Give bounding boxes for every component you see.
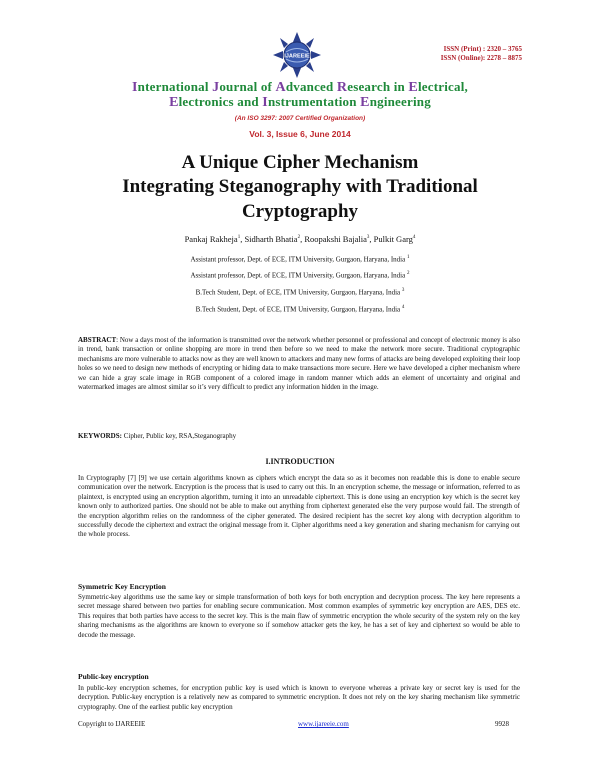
title-initial: E bbox=[169, 95, 179, 110]
title-initial: E bbox=[360, 95, 370, 110]
affiliation: B.Tech Student, Dept. of ECE, ITM University, Gurgaon, Haryana, India $^4$ bbox=[195, 305, 405, 314]
paper-title-line-2: Integrating Steganography with Traditional bbox=[122, 176, 478, 197]
iso-certification: (An ISO 3297: 2007 Certified Organization) bbox=[234, 115, 366, 122]
abstract bbox=[78, 336, 520, 392]
title-word: nstrumentation bbox=[267, 94, 361, 109]
abstract-label: ABSTRACT bbox=[78, 336, 117, 344]
author: Sidharth Bhatia$^2$ bbox=[244, 234, 301, 244]
title-initial: A bbox=[275, 80, 286, 95]
abstract-text: : Now a days most of the information is transmitted over the network whether personnel or professional and concept of electronic money is also in trend, bank transaction or online shopping are more in trend then before so we need to make the network more secure. Traditional cryptographic mechanisms are more vulnerable to attacks now as they are well known to attackers and many new forms of attacks are being developed exploiting their loop holes so we need to design new methods of encrypting or hiding data to make transactions more secure. Here we have developed a cipher mechanism where we can hide a gray scale image in RGB component of a colored image in random manner which adds an element of uncertainty and original and watermarked images are almost similar so it’s very difficult to predict any information hidden in the image. bbox=[78, 336, 520, 392]
author: Roopakshi Bajalia$^3$ bbox=[304, 234, 370, 244]
introduction-paragraph: In Cryptography [7] [9] we use certain algorithms known as ciphers which encrypt the data so as it becomes non readable this is done to enable secure communication over the network. Encryption is the process that is used to carry out this. In an encryption scheme, the message or information, referred to as plaintext, is encrypted using an encryption algorithm, turning it into an unreadable ciphertext. This is done using an encryption key which is the secret key known only to authorized parties. One should not be able to make out anything from ciphertext generated else the very purpose would fail. The strength of the encryption algorithm relies on the randomness of the cipher generated. The desired recipient has the secret key along with decryption algorithm to successfully decode the ciphertext and extract the original message from it. Cipher algorithms need a key generation and sharing mechanism for carrying out the whole process. bbox=[78, 474, 520, 539]
affiliation: Assistant professor, Dept. of ECE, ITM University, Gurgaon, Haryana, India $^1$ bbox=[190, 255, 410, 264]
issn-online: ISSN (Online): 2278 – 8875 bbox=[440, 54, 522, 62]
title-word: esearch in bbox=[347, 79, 409, 94]
public-key-paragraph: In public-key encryption schemes, for encryption public key is used which is known to everyone whereas a private key or secret key is used for the decryption. Public-key encryption is a relatively new as compared to symmetric encryption. It does not rely on the key sharing mechanism like symmetric cryptography. One of the earliest public key encryption bbox=[78, 684, 520, 711]
affiliation: Assistant professor, Dept. of ECE, ITM University, Gurgaon, Haryana, India $^2$ bbox=[190, 271, 410, 280]
title-initial: E bbox=[408, 80, 418, 95]
affiliation: B.Tech Student, Dept. of ECE, ITM University, Gurgaon, Haryana, India $^3$ bbox=[195, 288, 405, 297]
author: Pankaj Rakheja$^1$ bbox=[184, 234, 241, 244]
subsection-heading-symmetric: Symmetric Key Encryption bbox=[78, 582, 166, 591]
logo-text: IJAREEIE bbox=[284, 53, 310, 60]
title-word: lectrical, bbox=[417, 79, 468, 94]
volume-issue: Vol. 3, Issue 6, June 2014 bbox=[249, 129, 351, 139]
keywords-label: KEYWORDS: bbox=[78, 432, 122, 440]
journal-logo bbox=[270, 30, 324, 80]
keywords-text: Cipher, Public key, RSA,Steganography bbox=[121, 432, 237, 440]
journal-title-line-2 bbox=[0, 94, 600, 111]
symmetric-paragraph: Symmetric-key algorithms use the same key or simple transformation of both keys for both encryption and decryption process. The key here represents a secret message shared between two parties for enabling secure communication. Most common examples of symmetric key encryption are AES, DES etc. This requires that both parties have access to the secret key. This is the main flaw of symmetric encryption the whole security of the system rely on the key sharing mechanisms as the algorithms are known to everyone so if somehow attacker gets the key, he has a set of key and ciphertext so would be able to decode the message. bbox=[78, 593, 520, 639]
section-heading-introduction: I.INTRODUCTION bbox=[265, 457, 335, 466]
subsection-heading-public-key: Public-key encryption bbox=[78, 672, 149, 681]
title-word: ngineering bbox=[369, 94, 431, 109]
keywords bbox=[78, 432, 520, 441]
issn-print: ISSN (Print) : 2320 – 3765 bbox=[443, 45, 522, 53]
title-initial: J bbox=[212, 80, 220, 95]
footer-copyright: Copyright to IJAREEIE bbox=[78, 720, 146, 728]
title-word: lectronics and bbox=[178, 94, 263, 109]
title-word: dvanced bbox=[285, 79, 337, 94]
paper-title-line-1: A Unique Cipher Mechanism bbox=[181, 152, 419, 173]
paper-title-line-3: Cryptography bbox=[241, 201, 359, 222]
page-number: 9928 bbox=[495, 720, 509, 728]
title-initial: R bbox=[336, 80, 348, 95]
title-initial: I bbox=[262, 95, 268, 110]
footer-website-link[interactable]: www.ijareeie.com bbox=[298, 720, 349, 728]
title-word: nternational bbox=[137, 79, 213, 94]
title-initial: I bbox=[132, 80, 138, 95]
title-word: ournal of bbox=[219, 79, 276, 94]
author: Pulkit Garg$^4$ bbox=[373, 234, 416, 244]
author-list: Pankaj Rakheja$^1$, Sidharth Bhatia$^2$, Roopakshi Bajalia$^3$, Pulkit Garg$^4$ bbox=[184, 234, 416, 244]
